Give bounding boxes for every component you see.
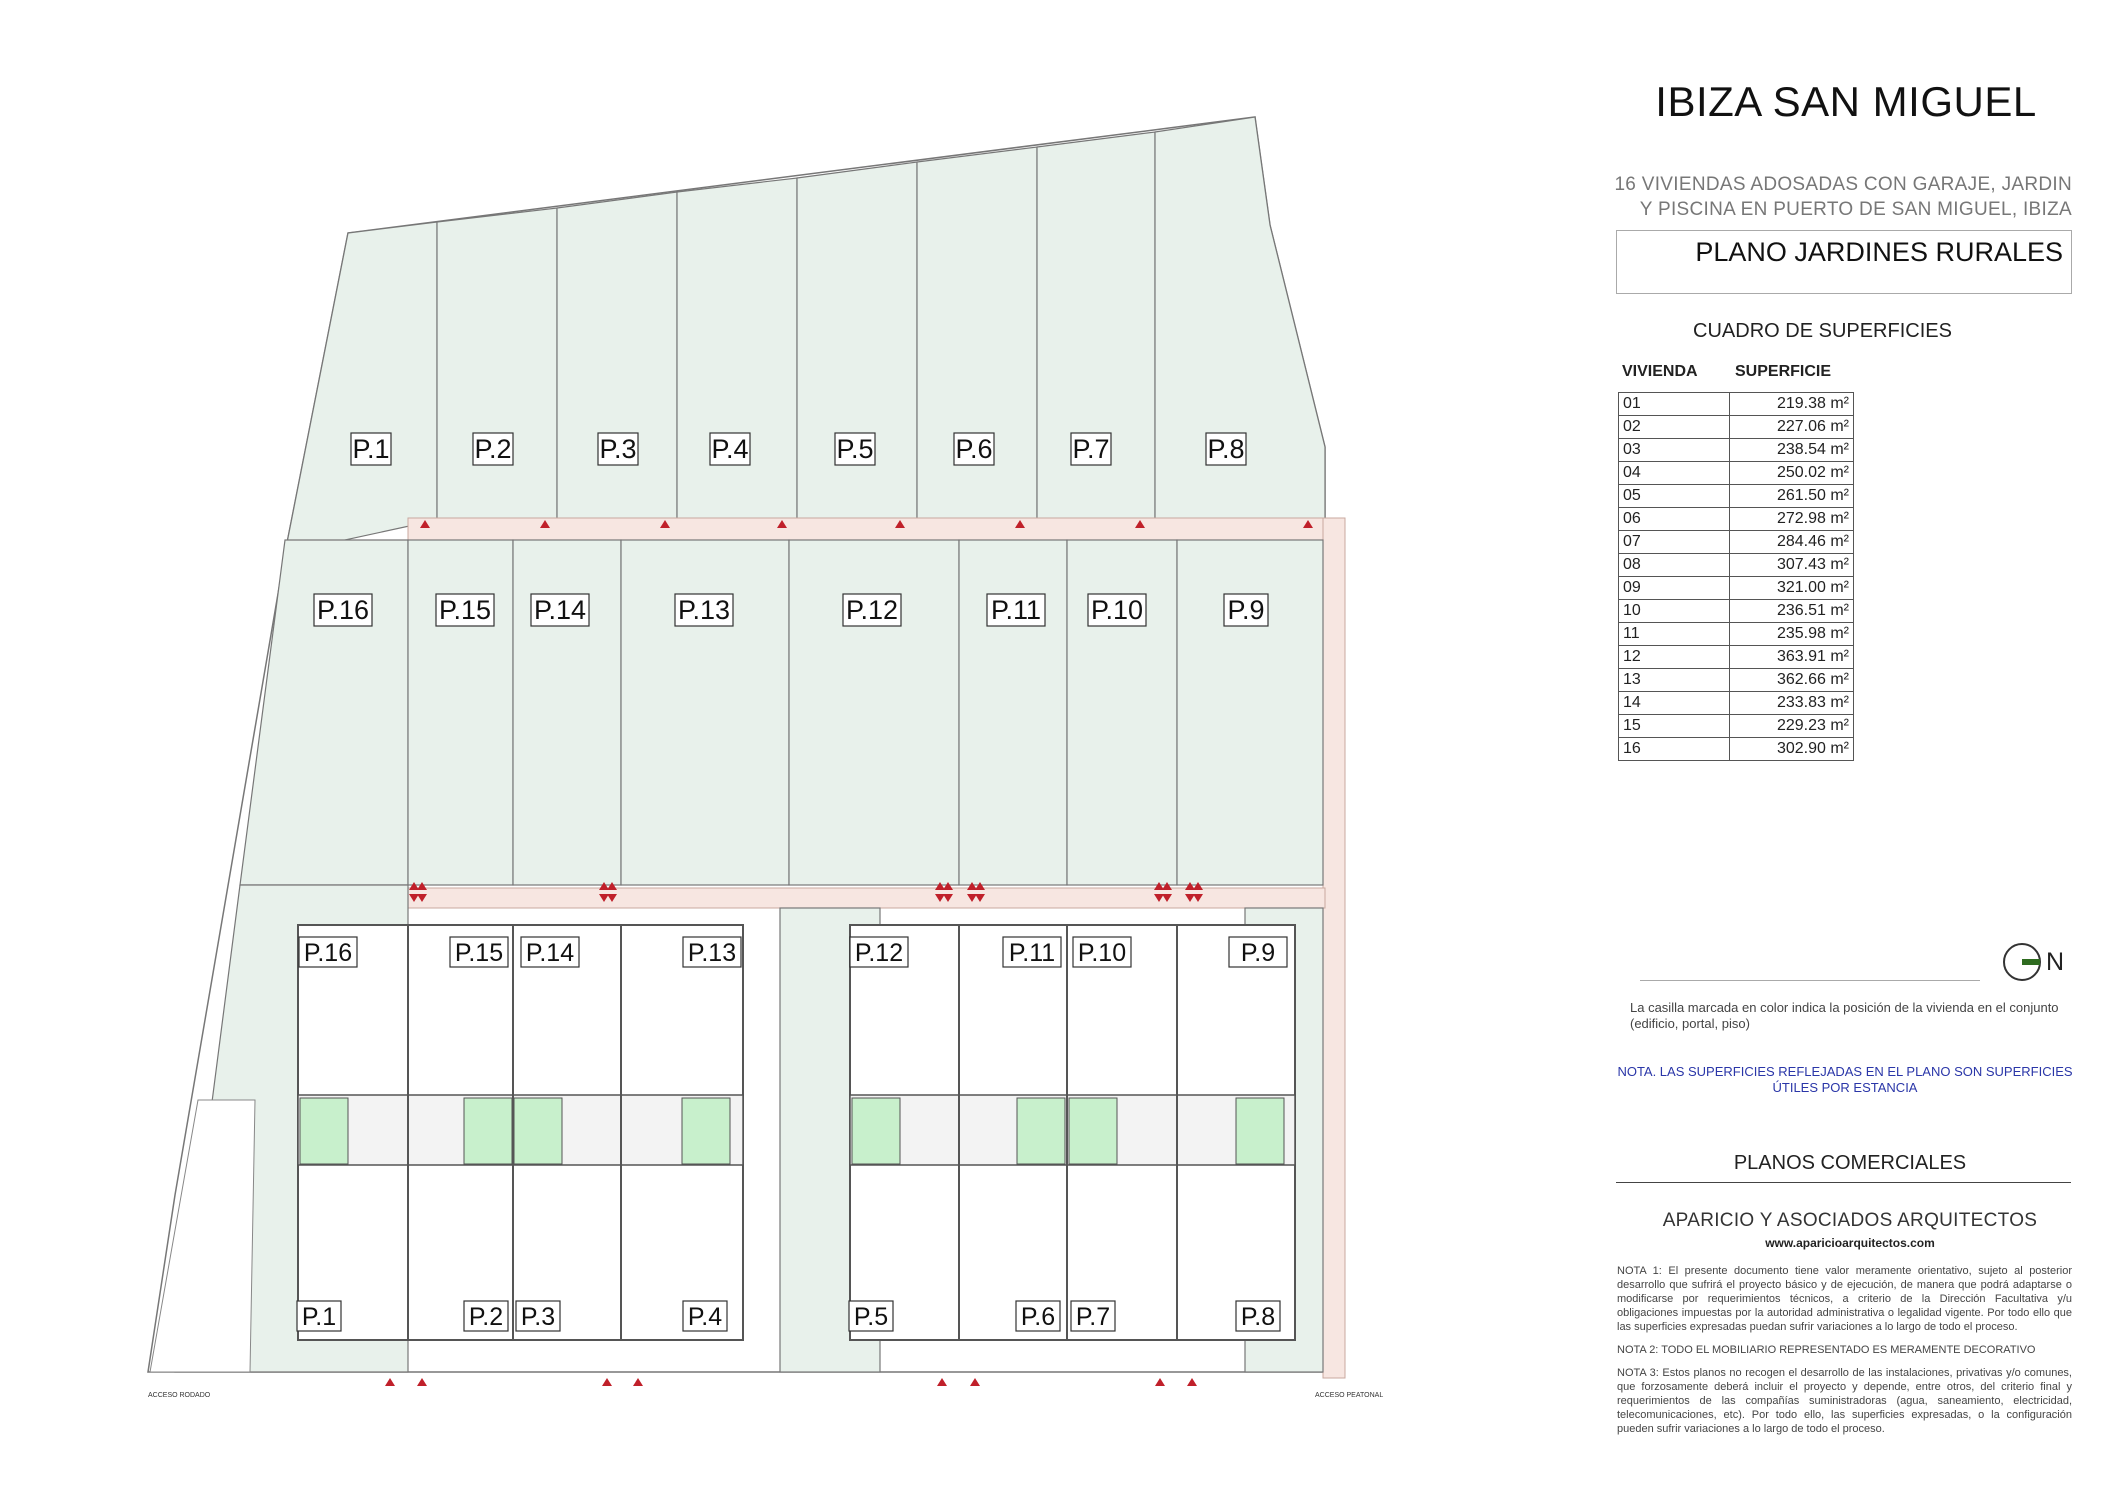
areas-cell-unit: 04 <box>1619 462 1730 485</box>
areas-cell-unit: 01 <box>1619 393 1730 416</box>
areas-cell-area: 227.06 m² <box>1730 416 1854 439</box>
areas-cell-area: 302.90 m² <box>1730 738 1854 761</box>
areas-cell-area: 307.43 m² <box>1730 554 1854 577</box>
areas-col-area: SUPERFICIE <box>1735 363 1832 380</box>
garden-plot-top-1 <box>285 222 437 553</box>
plot-label: P.5 <box>836 434 874 464</box>
areas-row <box>1619 485 1854 508</box>
areas-row <box>1619 692 1854 715</box>
areas-cell-area: 321.00 m² <box>1730 577 1854 600</box>
garden-plots-top <box>285 117 1325 553</box>
garden-plot-mid-12 <box>789 540 959 885</box>
pool <box>300 1098 348 1164</box>
areas-cell-area: 261.50 m² <box>1730 485 1854 508</box>
access-ramp <box>150 1100 255 1372</box>
garden-plot-top-3 <box>557 192 677 520</box>
access-arrow-icon <box>970 1378 980 1386</box>
access-arrow-icon <box>417 1378 427 1386</box>
areas-cell-area: 236.51 m² <box>1730 600 1854 623</box>
areas-cell-area: 219.38 m² <box>1730 393 1854 416</box>
areas-cell-unit: 07 <box>1619 531 1730 554</box>
plot-label: P.3 <box>520 1303 556 1331</box>
path-strip-vertical <box>1323 518 1345 1378</box>
areas-table <box>1618 392 1854 761</box>
plot-label: P.15 <box>438 595 492 625</box>
areas-cell-area: 284.46 m² <box>1730 531 1854 554</box>
plot-label: P.6 <box>1020 1303 1056 1331</box>
planos-divider <box>1616 1182 2071 1183</box>
plot-label: P.7 <box>1075 1303 1111 1331</box>
planos-title: PLANOS COMERCIALES <box>1733 1152 1967 1174</box>
note-1: NOTA 1: El presente documento tiene valor meramente orientativo, sujeto al posterior desarrollo que sufrirá el proyecto básico y de ejecución, de manera que podrá adaptarse o modificarse por requerimientos técnicos, a criterio de la Dirección Facultativa y/u obligaciones impuestas por la autoridad administrativa o legalidad vigente. Por todo ello que las superficies expresadas puedan sufrir variaciones a lo largo de todo el proceso. <box>1617 1265 2072 1333</box>
plot-label: P.10 <box>1077 939 1127 967</box>
areas-row <box>1619 623 1854 646</box>
legend-text: La casilla marcada en color indica la posición de la vivienda en el conjunto (edificio, portal, piso) <box>1630 1000 2059 1031</box>
pool <box>682 1098 730 1164</box>
areas-cell-area: 238.54 m² <box>1730 439 1854 462</box>
plot-label: P.7 <box>1072 434 1110 464</box>
access-arrow-icon <box>385 1378 395 1386</box>
path-strip-bottom <box>408 888 1325 908</box>
north-arrow-icon <box>2002 942 2042 982</box>
areas-cell-unit: 16 <box>1619 738 1730 761</box>
pool <box>1069 1098 1117 1164</box>
plot-label: P.8 <box>1207 434 1245 464</box>
areas-row <box>1619 554 1854 577</box>
areas-row <box>1619 508 1854 531</box>
areas-cell-area: 250.02 m² <box>1730 462 1854 485</box>
plot-label: P.8 <box>1240 1303 1276 1331</box>
areas-cell-unit: 05 <box>1619 485 1730 508</box>
note-2: NOTA 2: TODO EL MOBILIARIO REPRESENTADO ES MERAMENTE DECORATIVO <box>1617 1344 2036 1356</box>
plot-label: P.4 <box>711 434 749 464</box>
access-arrow-icon <box>602 1378 612 1386</box>
housing-block-right <box>850 925 1295 1340</box>
areas-row <box>1619 577 1854 600</box>
plot-label: P.12 <box>845 595 899 625</box>
plot-label: P.6 <box>955 434 993 464</box>
nota-surfaces: NOTA. LAS SUPERFICIES REFLEJADAS EN EL PLANO SON SUPERFICIES ÚTILES POR ESTANCIA <box>1617 1064 2073 1095</box>
plot-label: P.13 <box>677 595 731 625</box>
plot-label: P.5 <box>853 1303 889 1331</box>
north-letter: N <box>2046 948 2065 976</box>
areas-cell-unit: 08 <box>1619 554 1730 577</box>
areas-cell-unit: 02 <box>1619 416 1730 439</box>
garden-plot-top-2 <box>437 208 557 520</box>
areas-cell-unit: 15 <box>1619 715 1730 738</box>
pool <box>464 1098 512 1164</box>
garden-plot-mid-11 <box>959 540 1067 885</box>
areas-row <box>1619 439 1854 462</box>
access-arrow-icon <box>633 1378 643 1386</box>
plot-label: P.9 <box>1240 939 1276 967</box>
plot-label: P.16 <box>303 939 353 967</box>
plot-label: P.11 <box>1008 939 1056 967</box>
areas-cell-unit: 06 <box>1619 508 1730 531</box>
areas-cell-unit: 14 <box>1619 692 1730 715</box>
plot-label: P.16 <box>316 595 370 625</box>
areas-row <box>1619 393 1854 416</box>
access-arrow-icon <box>1187 1378 1197 1386</box>
plot-label: P.15 <box>454 939 504 967</box>
areas-cell-unit: 11 <box>1619 623 1730 646</box>
areas-cell-area: 229.23 m² <box>1730 715 1854 738</box>
areas-row <box>1619 738 1854 761</box>
notes <box>1617 1264 2072 1445</box>
garden-plot-mid-16 <box>240 540 408 885</box>
plot-label: P.1 <box>301 1303 337 1331</box>
access-arrow-icon <box>1155 1378 1165 1386</box>
pool <box>1236 1098 1284 1164</box>
plot-label: P.11 <box>990 595 1042 625</box>
garden-plot-mid-15 <box>408 540 513 885</box>
areas-row <box>1619 715 1854 738</box>
areas-row <box>1619 531 1854 554</box>
areas-cell-area: 233.83 m² <box>1730 692 1854 715</box>
areas-cell-unit: 10 <box>1619 600 1730 623</box>
areas-cell-unit: 12 <box>1619 646 1730 669</box>
plot-label: P.13 <box>687 939 737 967</box>
note-3: NOTA 3: Estos planos no recogen el desarrollo de las instalaciones, privativas y/o comunes, que forzosamente deberá incluir el proyecto y depende, entre otros, del criterio final y requerimientos de las compañías suministradoras (agua, saneamiento, electricidad, telecomunicaciones, etc). Por todo ello, las superficies expresadas, o la configuración pueden sufrir variaciones a lo largo de todo el proceso. <box>1617 1367 2072 1435</box>
areas-row <box>1619 416 1854 439</box>
plot-label: P.4 <box>687 1303 723 1331</box>
areas-cell-area: 362.66 m² <box>1730 669 1854 692</box>
areas-table-title: CUADRO DE SUPERFICIES <box>1693 320 1952 342</box>
sheet-title-box <box>1616 230 2072 294</box>
garden-plot-mid-9 <box>1177 540 1323 885</box>
plot-label: P.12 <box>854 939 904 967</box>
garden-plot-mid-14 <box>513 540 621 885</box>
garden-plot-top-4 <box>677 178 797 520</box>
areas-cell-area: 235.98 m² <box>1730 623 1854 646</box>
sheet-title: PLANO JARDINES RURALES <box>1695 237 2063 267</box>
areas-col-unit: VIVIENDA <box>1622 363 1698 380</box>
garden-plot-mid-13 <box>621 540 789 885</box>
project-title: IBIZA SAN MIGUEL <box>1655 78 2037 125</box>
access-rodado-label: ACCESO RODADO <box>148 1392 211 1399</box>
north-divider <box>1640 980 1980 981</box>
firm-name: APARICIO Y ASOCIADOS ARQUITECTOS <box>1662 1210 2038 1231</box>
plot-label: P.2 <box>474 434 512 464</box>
areas-cell-area: 272.98 m² <box>1730 508 1854 531</box>
areas-cell-unit: 03 <box>1619 439 1730 462</box>
plot-label: P.2 <box>468 1303 504 1331</box>
plot-label: P.1 <box>352 434 390 464</box>
areas-row <box>1619 462 1854 485</box>
housing-block-left <box>298 925 743 1340</box>
garden-plots-middle <box>240 540 1323 885</box>
areas-row <box>1619 600 1854 623</box>
areas-cell-unit: 09 <box>1619 577 1730 600</box>
pool <box>1017 1098 1065 1164</box>
garden-plot-mid-10 <box>1067 540 1177 885</box>
areas-row <box>1619 646 1854 669</box>
areas-row <box>1619 669 1854 692</box>
plot-label: P.14 <box>533 595 587 625</box>
pool <box>852 1098 900 1164</box>
firm-website: www.aparicioarquitectos.com <box>1765 1236 1935 1250</box>
plot-label: P.14 <box>525 939 575 967</box>
garden-plot-top-5 <box>797 162 917 520</box>
access-peatonal-label: ACCESO PEATONAL <box>1315 1392 1384 1399</box>
pool <box>514 1098 562 1164</box>
access-arrow-icon <box>937 1378 947 1386</box>
areas-cell-area: 363.91 m² <box>1730 646 1854 669</box>
areas-cell-unit: 13 <box>1619 669 1730 692</box>
project-subtitle: 16 VIVIENDAS ADOSADAS CON GARAJE, JARDIN Y PISCINA EN PUERTO DE SAN MIGUEL, IBIZA <box>1614 174 2072 220</box>
plot-label: P.3 <box>599 434 637 464</box>
plot-label: P.10 <box>1090 595 1144 625</box>
plot-label: P.9 <box>1227 595 1265 625</box>
title-block <box>1600 0 2100 1500</box>
